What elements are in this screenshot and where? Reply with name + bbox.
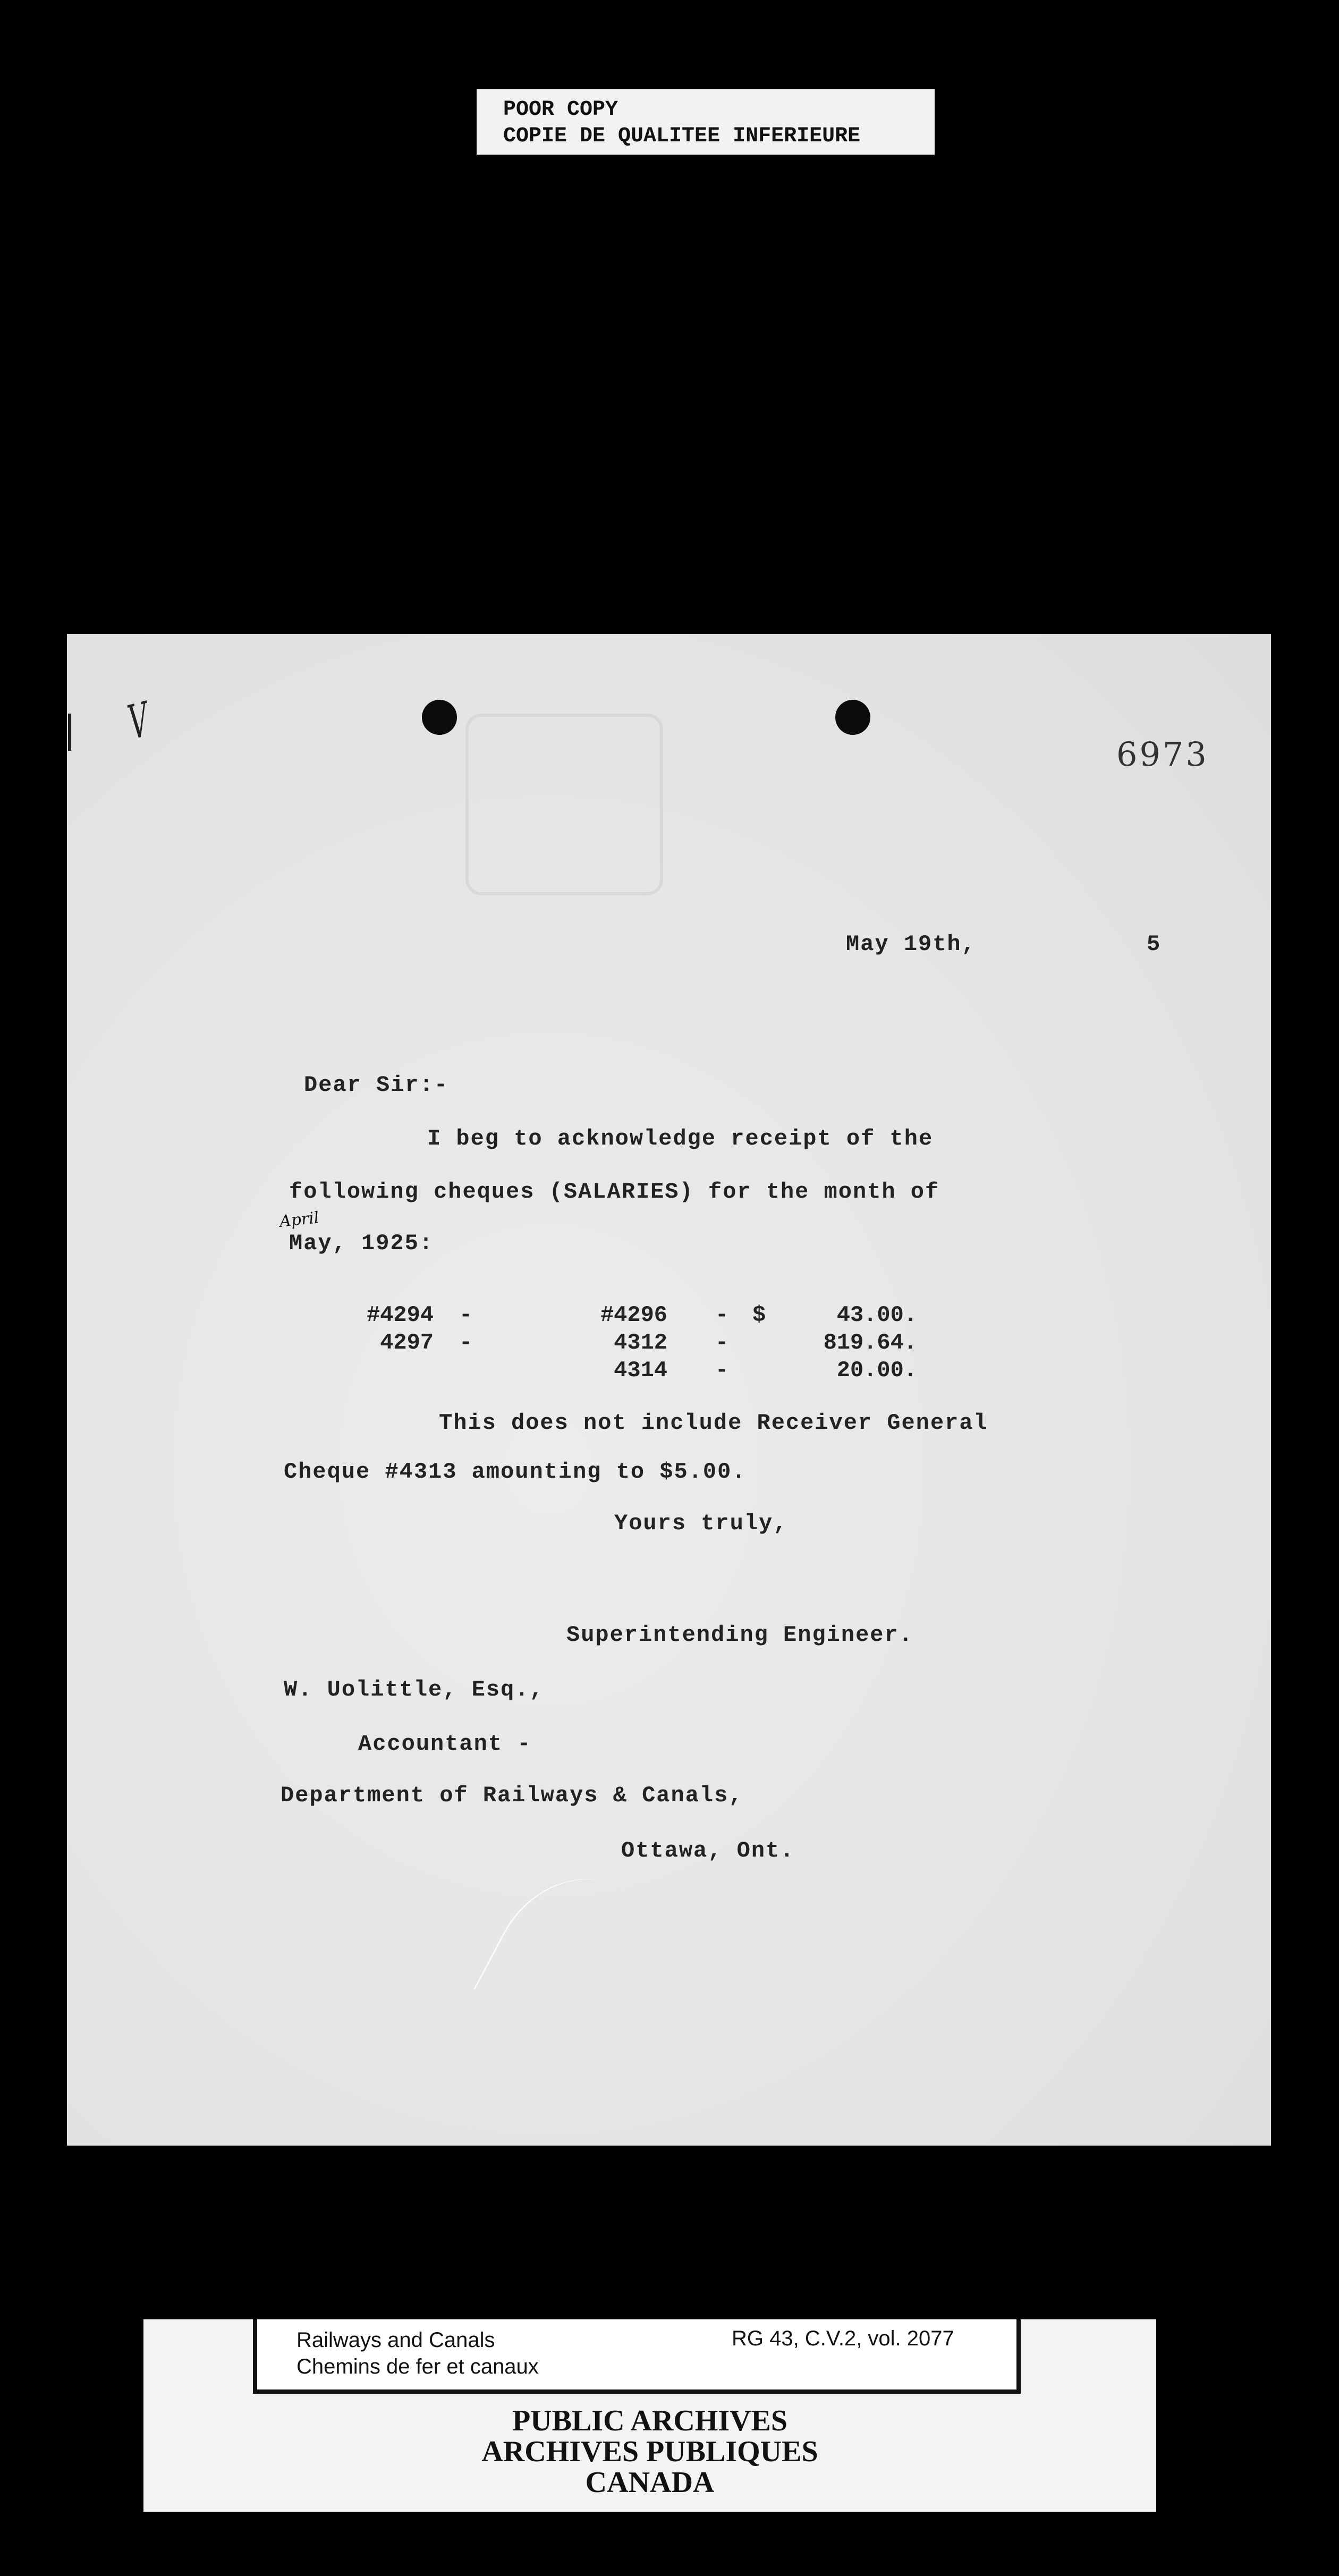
body-line-3: May, 1925:	[289, 1231, 434, 1256]
edge-mark	[68, 714, 71, 751]
cheque-currency: $	[752, 1302, 766, 1328]
signature-title: Superintending Engineer.	[566, 1622, 913, 1648]
handwritten-correction: April	[278, 1208, 320, 1231]
collection-name-fr: Chemins de fer et canaux	[296, 2355, 539, 2378]
cheque-to: 4312	[614, 1330, 667, 1355]
cheque-dash: -	[715, 1302, 729, 1328]
archives-line-2: ARCHIVES PUBLIQUES	[481, 2435, 818, 2468]
archives-line-1: PUBLIC ARCHIVES	[512, 2404, 788, 2437]
body-line-5: Cheque #4313 amounting to $5.00.	[284, 1459, 747, 1485]
poor-copy-label	[477, 89, 935, 155]
cheque-dash: -	[459, 1302, 473, 1328]
salutation: Dear Sir:-	[304, 1072, 449, 1098]
letter-date: May 19th,	[846, 931, 976, 957]
cheque-from: #4294	[366, 1302, 434, 1328]
address-line-1: W. Uolittle, Esq.,	[284, 1677, 544, 1702]
collection-name-en: Railways and Canals	[296, 2328, 495, 2352]
body-line-2: following cheques (SALARIES) for the month of	[289, 1179, 940, 1205]
punch-hole-left	[422, 700, 457, 735]
closing: Yours truly,	[614, 1511, 788, 1536]
cheque-amount: 43.00.	[836, 1302, 917, 1328]
letter-year-digit: 5	[1147, 931, 1162, 957]
cheque-dash: -	[459, 1330, 473, 1355]
address-line-2: Accountant -	[358, 1731, 532, 1757]
archive-reference-box	[253, 2319, 1021, 2394]
poor-copy-line-fr: COPIE DE QUALITEE INFERIEURE	[503, 124, 861, 148]
cheque-from: 4297	[380, 1330, 434, 1355]
collection-names	[296, 2327, 539, 2380]
letter-page	[67, 634, 1271, 2146]
scratch-mark	[473, 1849, 672, 2055]
faint-stamp	[465, 714, 663, 895]
cheque-amount: 20.00.	[836, 1358, 917, 1383]
archives-title	[143, 2405, 1156, 2498]
body-line-1: I beg to acknowledge receipt of the	[427, 1126, 934, 1151]
poor-copy-line-en: POOR COPY	[503, 98, 618, 122]
punch-hole-right	[835, 700, 870, 735]
document-number: 6973	[1116, 735, 1209, 774]
address-line-3: Department of Railways & Canals,	[281, 1783, 743, 1808]
cheque-to: #4296	[600, 1302, 667, 1328]
body-line-4: This does not include Receiver General	[439, 1410, 988, 1436]
archive-reference: RG 43, C.V.2, vol. 2077	[732, 2327, 954, 2350]
margin-mark: V	[126, 691, 150, 752]
cheque-dash: -	[715, 1330, 729, 1355]
cheque-dash: -	[715, 1358, 729, 1383]
cheque-to: 4314	[614, 1358, 667, 1383]
cheque-amount: 819.64.	[823, 1330, 917, 1355]
address-line-4: Ottawa, Ont.	[621, 1838, 795, 1863]
archive-footer-card	[143, 2319, 1156, 2512]
archives-line-3: CANADA	[585, 2466, 715, 2499]
